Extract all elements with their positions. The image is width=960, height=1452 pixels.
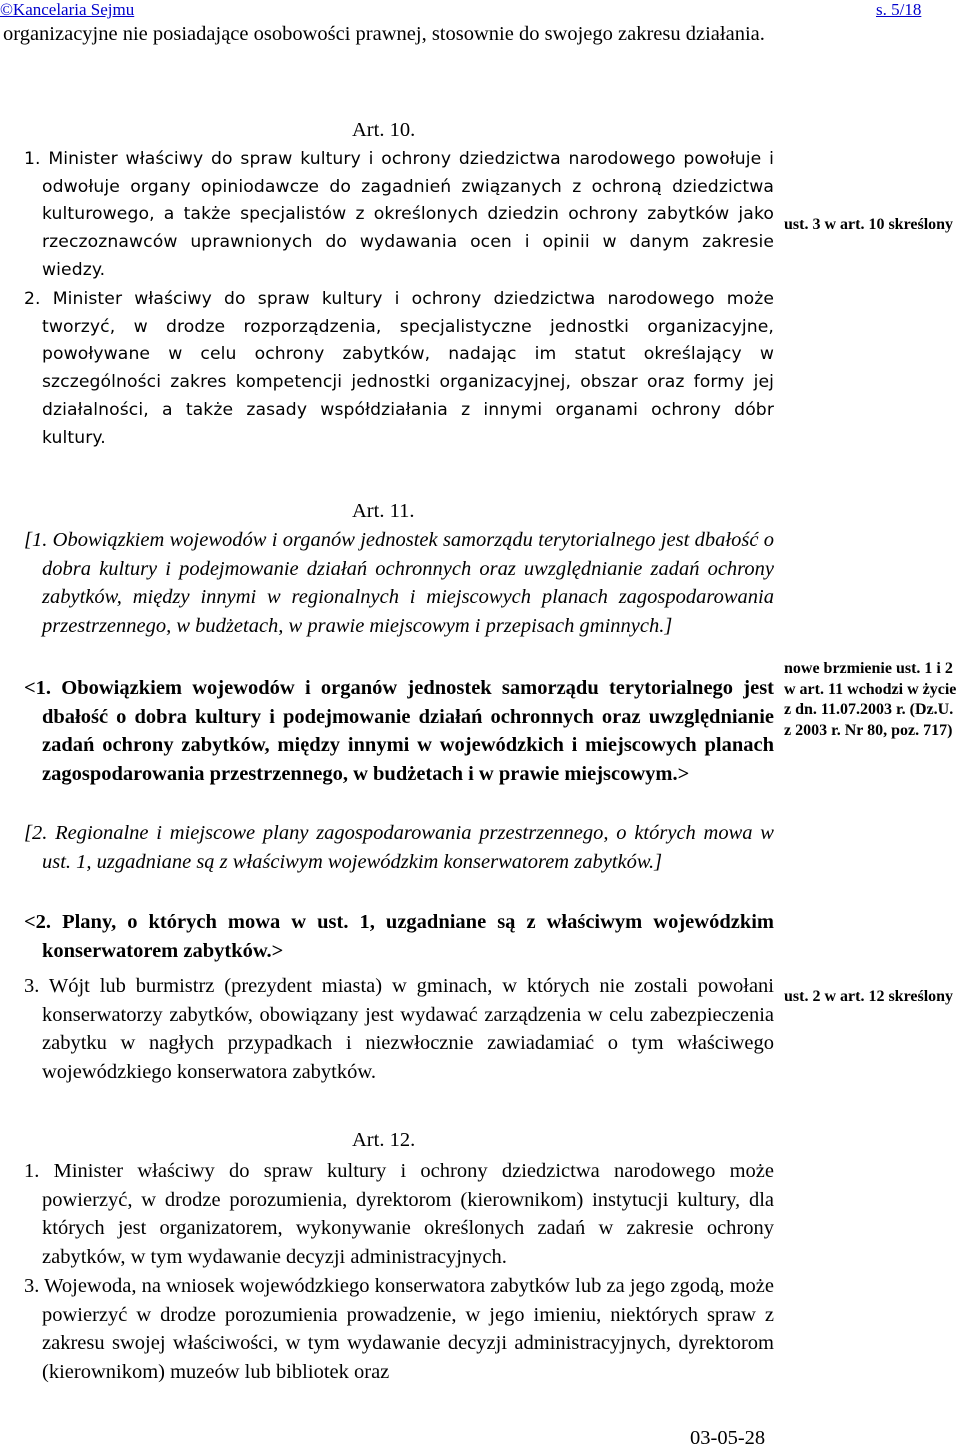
art-12-para-1: 1. Minister właściwy do spraw kultury i ochrony dziedzictwa narodowego może powierzyć, w drodze porozumienia, dyrektorom (kierownikom) instytucji kultury, dla których jest organizatorem, wykonywanie określonych zadań w zakresie ochrony zabytków, w tym wydawanie decyzji administracyjnych.	[24, 1160, 774, 1268]
footer-date: 03-05-28	[690, 1427, 766, 1449]
art-11-side-note-2: ust. 2 w art. 12 skreślony	[784, 988, 954, 1005]
art-11-para-3: 3. Wójt lub burmistrz (prezydent miasta) w gminach, w których nie zostali powołani konserwatorzy zabytków, obowiązany jest wydawać zarządzenia w celu zabezpieczenia zabytku w nagłych przypadkach i niezwłocznie zawiadamiać o tym właściwego wojewódzkiego konserwatora zabytków.	[24, 975, 774, 1083]
art-11-side-note: nowe brzmienie ust. 1 i 2 w art. 11 wchodzi w życie z dn. 11.07.2003 r. (Dz.U. z 2003 r. Nr 80, poz. 717)	[784, 660, 957, 739]
art-11-para-1-old: [1. Obowiązkiem wojewodów i organów jednostek samorządu terytorialnego jest dbałość o dobra kultury i podejmowanie działań ochronnych oraz uwzględnianie zadań ochrony zabytków, między innymi w regionalnych i miejscowych planach zagospodarowania przestrzennego, w budżetach, w prawie miejscowym i przepisach gminnych.]	[24, 529, 774, 637]
art-10-para-1: 1. Minister właściwy do spraw kultury i ochrony dziedzictwa narodowego powołuje i odwołuje organy opiniodawcze do zagadnień związanych z ochroną dziedzictwa kulturowego, a także specjalistów z określonych dziedzin ochrony zabytków jako rzeczoznawców uprawnionych do wydawania ocen i opinii w danym zakresie wiedzy.	[24, 149, 774, 280]
header-right[interactable]	[876, 0, 921, 20]
art-11-para-2-new: <2. Plany, o których mowa w ust. 1, uzgadniane są z właściwym wojewódzkim konserwatorem zabytków.>	[24, 911, 774, 962]
art-10-title: Art. 10.	[352, 119, 416, 141]
kancelaria-link[interactable]: ©Kancelaria Sejmu	[0, 0, 135, 19]
art-10-side-note: ust. 3 w art. 10 skreślony	[784, 216, 954, 233]
art-11-title: Art. 11.	[352, 500, 415, 522]
art-11-para-1-new: <1. Obowiązkiem wojewodów i organów jednostek samorządu terytorialnego jest dbałość o dobra kultury i podejmowanie działań ochronnych oraz uwzględnianie zadań ochrony zabytków, między innymi w wojewódzkich i miejscowych planach zagospodarowania przestrzennego, w budżetach i w prawie miejscowym.>	[24, 677, 774, 785]
page-number-link[interactable]: s. 5/18	[876, 0, 922, 19]
intro-text: organizacyjne nie posiadające osobowości prawnej, stosownie do swojego zakresu działania.	[3, 23, 765, 45]
art-11-para-2-old: [2. Regionalne i miejscowe plany zagospodarowania przestrzennego, o których mowa w ust. 1, uzgadniane są z właściwym wojewódzkim konserwatorem zabytków.]	[24, 822, 774, 873]
art-12-para-3: 3. Wojewoda, na wniosek wojewódzkiego konserwatora zabytków lub za jego zgodą, może powierzyć w drodze porozumienia prowadzenie, w jego imieniu, niektórych spraw z zakresu swojej właściwości, w tym wydawanie decyzji administracyjnych, dyrektorom (kierownikom) muzeów lub bibliotek oraz	[24, 1275, 774, 1383]
art-12-title: Art. 12.	[352, 1129, 416, 1151]
art-10-para-2: 2. Minister właściwy do spraw kultury i ochrony dziedzictwa narodowego może tworzyć, w drodze rozporządzenia, specjalistyczne jednostki organizacyjne, powoływane w celu ochrony zabytków, nadając im statut określający w szczególności zakres kompetencji jednostki organizacyjnej, obszar oraz formy jej działalności, a także zasady współdziałania z innymi organami ochrony dóbr kultury.	[24, 289, 774, 448]
header-left[interactable]	[0, 0, 134, 20]
